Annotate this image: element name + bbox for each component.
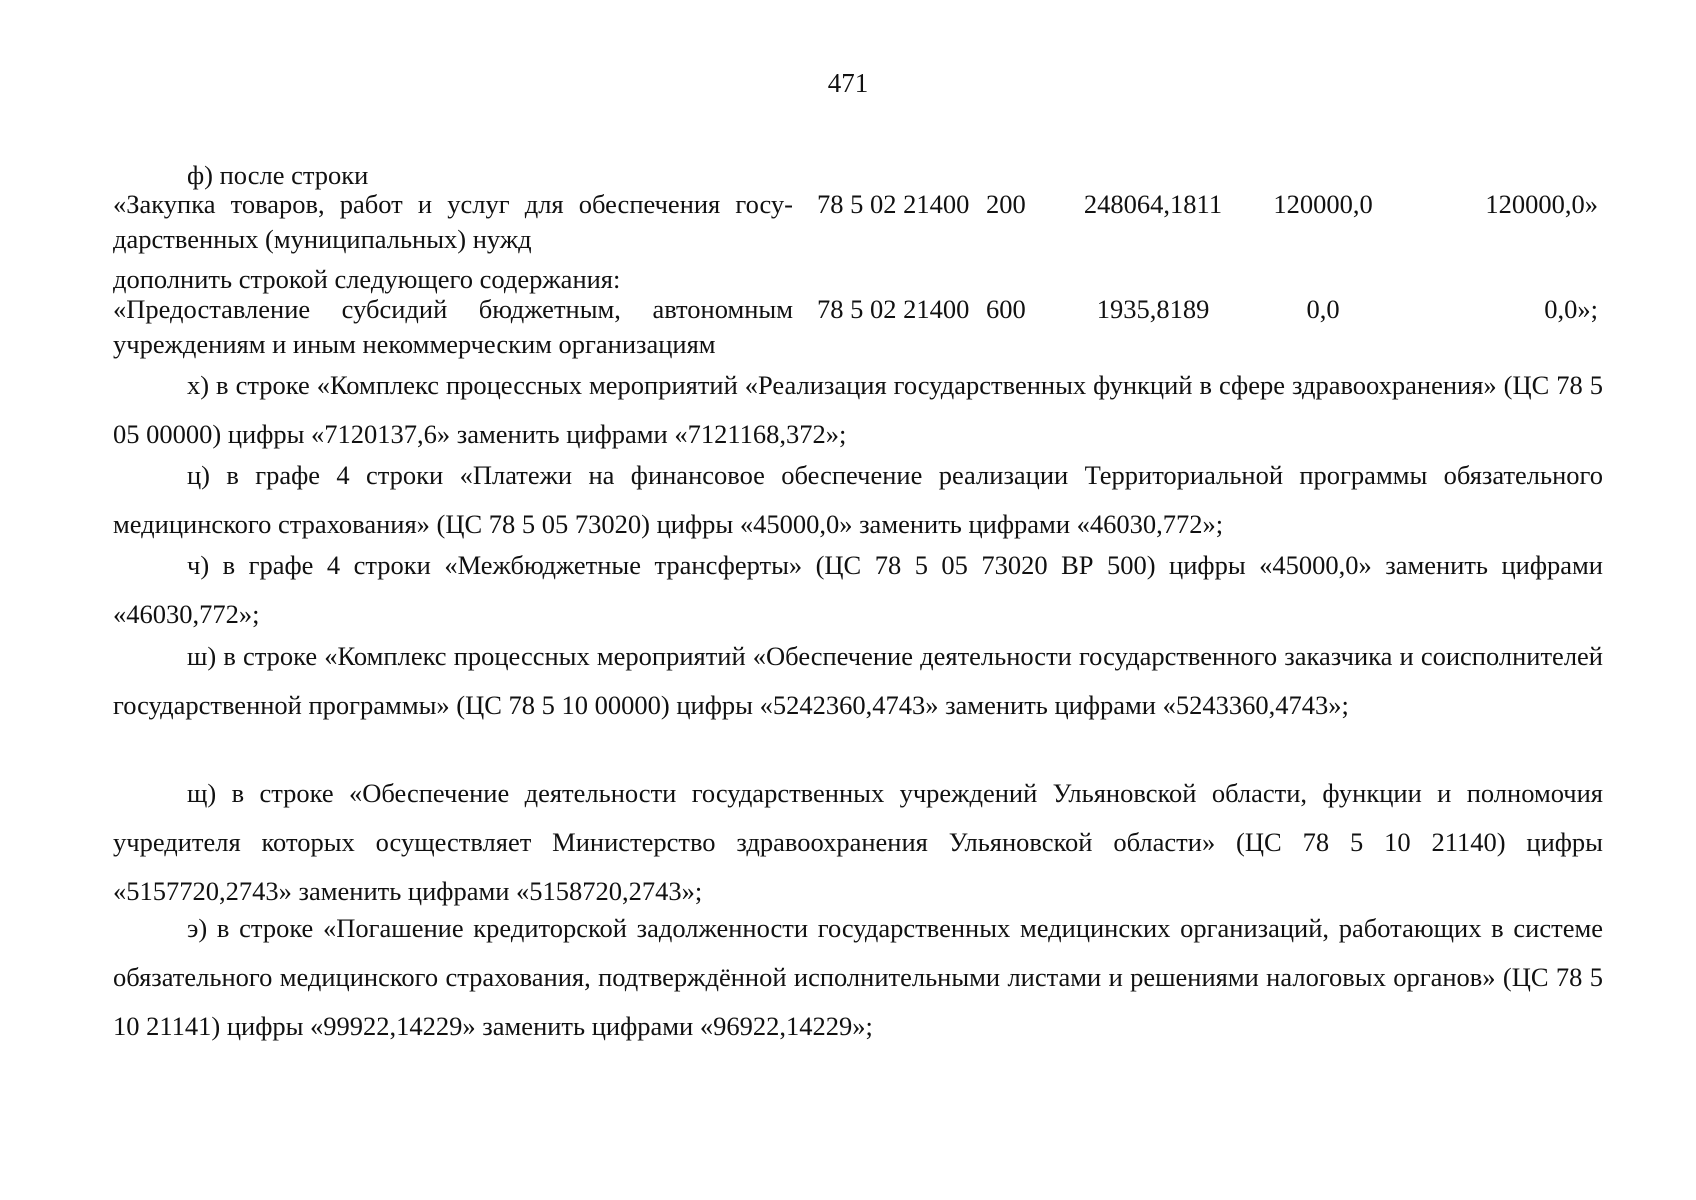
paragraph-ts: ц) в графе 4 строки «Платежи на финансовое обеспечение реализации Территориальной программы обязательного медицинского страхования» (ЦС 78 5 05 73020) цифры «45000,0» заменить цифрами «46030,772»; <box>113 460 1603 539</box>
row-value-1: 248064,1811 <box>1083 189 1223 219</box>
row-cs-code: 78 5 02 21400 <box>817 189 970 219</box>
table-row-procurement <box>113 187 1603 265</box>
page-number: 471 <box>827 68 869 98</box>
row-name: «Предоставление субсидий бюджетным, автономным учреждениям и иным некоммерческим организациям <box>113 294 793 359</box>
paragraph-e: э) в строке «Погашение кредиторской задолженности государственных медицинских организаций, работающих в системе обязательного медицинского страхования, подтверждённой исполнительными листами и решениями налоговых органов» (ЦС 78 5 10 21141) цифры «99922,14229» заменить цифрами «96922,14229»; <box>113 913 1603 1041</box>
paragraph-sh: ш) в строке «Комплекс процессных мероприятий «Обеспечение деятельности государственного заказчика и соисполнителей государственной программы» (ЦС 78 5 10 00000) цифры «5242360,4743» заменить цифрами «5243360,4743»; <box>113 641 1603 720</box>
paragraph-kh: х) в строке «Комплекс процессных мероприятий «Реализация государственных функций в сфере здравоохранения» (ЦС 78 5 05 00000) цифры «7120137,6» заменить цифрами «7121168,372»; <box>113 370 1603 449</box>
paragraph-shch: щ) в строке «Обеспечение деятельности государственных учреждений Ульяновской области, функции и полномочия учредителя которых осуществляет Министерство здравоохранения Ульяновской области» (ЦС 78 5 10 21140) цифры «5157720,2743» заменить цифрами «5158720,2743»; <box>113 778 1603 906</box>
row-value-2: 120000,0 <box>1273 189 1373 219</box>
row-value-1: 1935,8189 <box>1096 294 1210 324</box>
section-f-intro-text: ф) после строки <box>187 160 369 190</box>
row-cs-code: 78 5 02 21400 <box>817 294 970 324</box>
table-row-subsidies <box>113 292 1603 370</box>
row-vr-code: 200 <box>986 189 1026 219</box>
row-value-2: 0,0 <box>1306 294 1340 324</box>
row-value-3: 120000,0» <box>1485 189 1598 219</box>
row-name: «Закупка товаров, работ и услуг для обеспечения госу-дарственных (муниципальных) нужд <box>113 189 793 254</box>
paragraph-ch: ч) в графе 4 строки «Межбюджетные трансферты» (ЦС 78 5 05 73020 ВР 500) цифры «45000,0» заменить цифрами «46030,772»; <box>113 550 1603 629</box>
row-vr-code: 600 <box>986 294 1026 324</box>
add-row-text: дополнить строкой следующего содержания: <box>113 264 621 294</box>
row-value-3: 0,0»; <box>1544 294 1598 324</box>
